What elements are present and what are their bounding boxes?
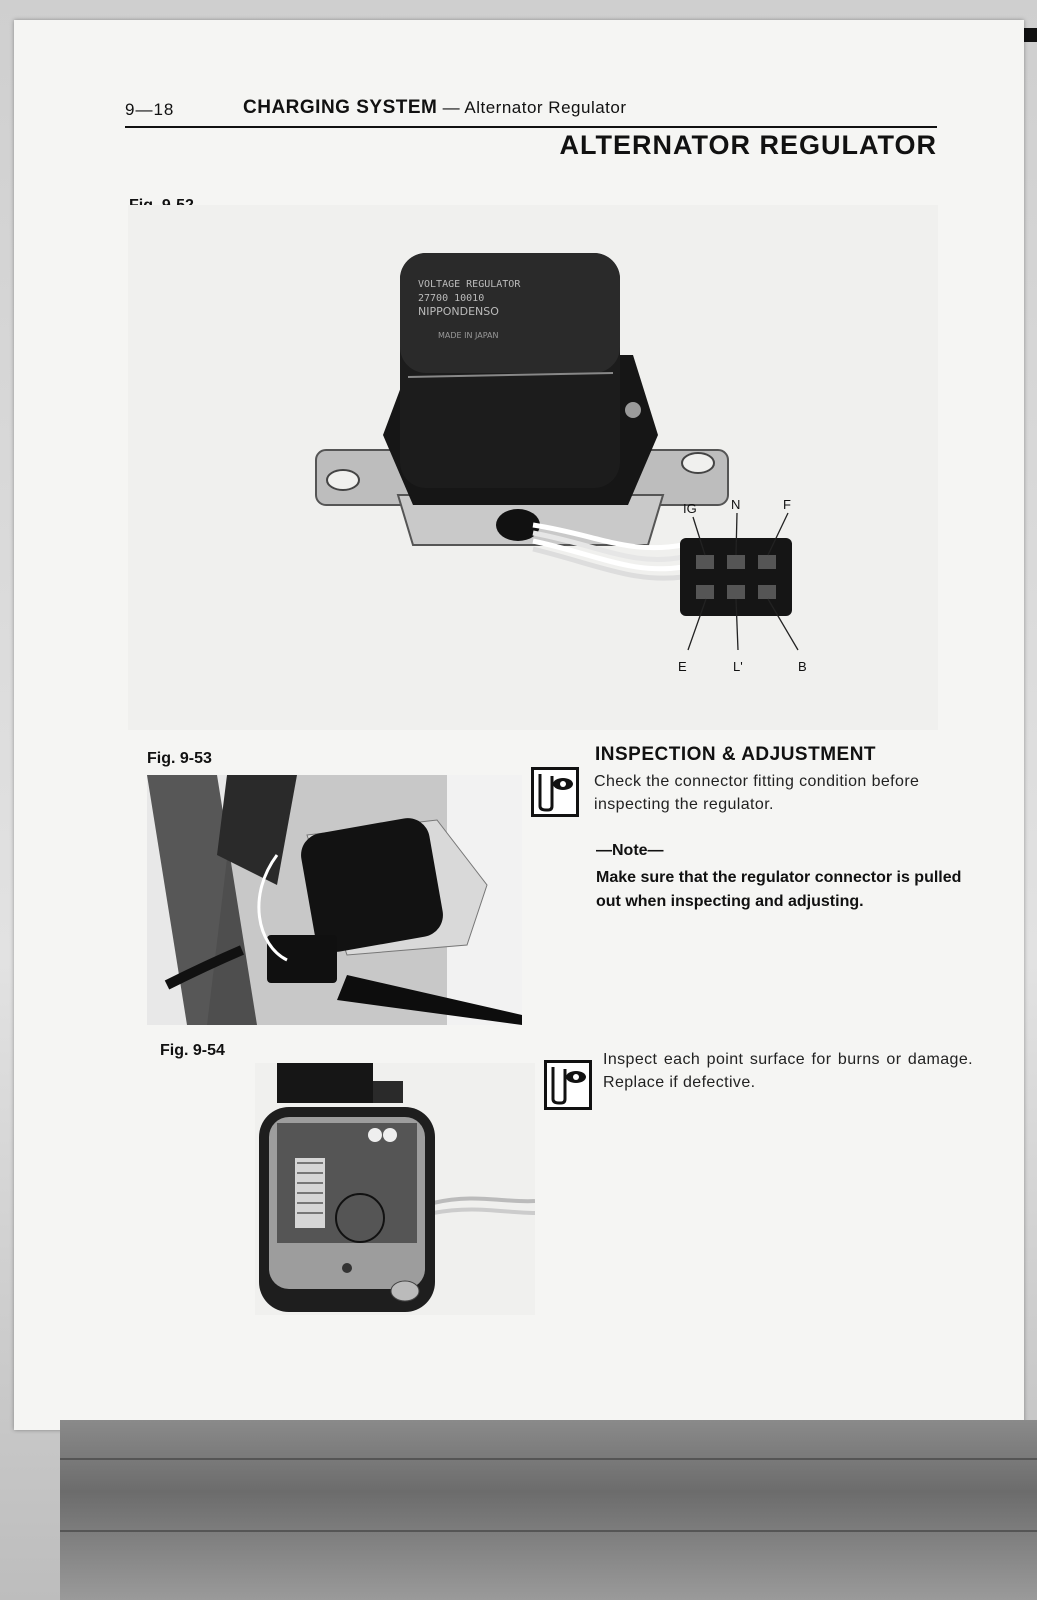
note-text: Make sure that the regulator connector is pulled out when inspecting and adjusting. <box>596 869 962 910</box>
terminal-n-label: N <box>731 497 741 512</box>
scan-bottom-background <box>60 1420 1037 1600</box>
terminal-f-label: F <box>783 497 791 512</box>
chapter-name: CHARGING SYSTEM <box>243 97 438 118</box>
inspection-eye-icon <box>531 767 579 817</box>
terminal-e-label: E <box>678 659 687 674</box>
inspection-text: Check the connector fitting condition before inspecting the regulator. <box>594 773 920 813</box>
chapter-title <box>243 97 627 119</box>
regulator-label-line-4: MADE IN JAPAN <box>438 331 499 340</box>
regulator-label-line-1: VOLTAGE REGULATOR <box>418 279 521 290</box>
subchapter-name: Alternator Regulator <box>464 98 627 117</box>
section-title: ALTERNATOR REGULATOR <box>559 130 937 160</box>
fig-9-53-photo <box>147 775 522 1025</box>
terminal-b-label: B <box>798 659 807 674</box>
regulator-label-line-2: 27700 10010 <box>418 293 485 304</box>
fig-9-53-label: Fig. 9-53 <box>147 750 212 767</box>
fig-9-54-label: Fig. 9-54 <box>160 1042 225 1059</box>
inspection-eye-icon-2 <box>544 1060 592 1110</box>
inspection-title: INSPECTION & ADJUSTMENT <box>595 744 877 765</box>
fig-9-54-photo <box>255 1063 535 1315</box>
note-heading: —Note— <box>596 842 664 859</box>
fig-9-52-photo <box>128 205 938 730</box>
band-stripe <box>60 1530 1037 1532</box>
inspection2-text: Inspect each point surface for burns or damage. Replace if defective. <box>603 1051 973 1091</box>
band-stripe <box>60 1458 1037 1460</box>
terminal-l-label: L' <box>733 659 743 674</box>
page-number: 9—18 <box>125 100 175 119</box>
terminal-ig-label: IG <box>683 501 697 516</box>
page-header <box>125 96 937 128</box>
regulator-label-line-3: NIPPONDENSO <box>418 305 499 318</box>
chapter-separator: — <box>437 98 465 117</box>
